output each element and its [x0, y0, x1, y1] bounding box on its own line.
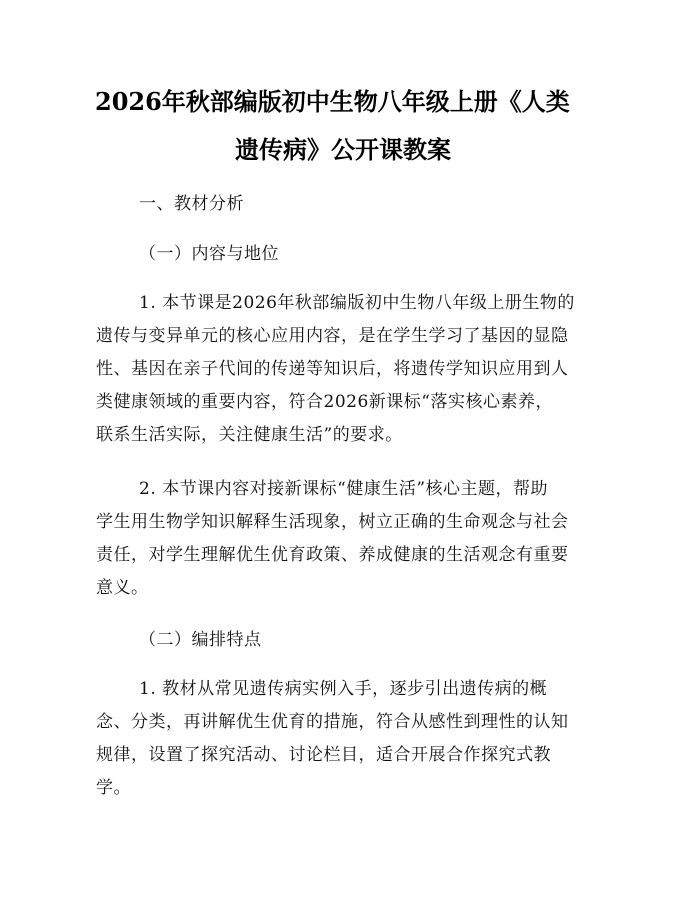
paragraph-2-line-2: 学生用生物学知识解释生活现象，树立正确的生命观念与社会: [96, 512, 569, 532]
paragraph-1-line-3: 性、基因在亲子代间的传递等知识后，将遗传学知识应用到人: [96, 359, 569, 379]
paragraph-3-line-1: 1. 教材从常见遗传病实例入手，逐步引出遗传病的概: [139, 679, 548, 699]
document-title-line-2: 遗传病》公开课教案: [235, 135, 451, 164]
section-heading-teaching-material-analysis: 一、教材分析: [139, 194, 244, 214]
paragraph-2-line-3: 责任，对学生理解优生优育政策、养成健康的生活观念有重要: [96, 545, 569, 565]
subsection-heading-content-and-position: （一）内容与地位: [139, 244, 279, 264]
paragraph-1-line-4: 类健康领域的重要内容，符合2026新课标“落实核心素养，: [96, 392, 553, 412]
paragraph-1-line-5: 联系生活实际，关注健康生活”的要求。: [96, 425, 403, 445]
paragraph-2-line-1: 2. 本节课内容对接新课标“健康生活”核心主题，帮助: [139, 479, 549, 499]
document-title-line-1: 2026年秋部编版初中生物八年级上册《人类: [95, 87, 570, 116]
paragraph-2-line-4: 意义。: [96, 578, 149, 598]
paragraph-3-line-2: 念、分类，再讲解优生优育的措施，符合从感性到理性的认知: [96, 712, 569, 732]
paragraph-1-line-1: 1. 本节课是2026年秋部编版初中生物八年级上册生物的: [139, 293, 575, 313]
paragraph-3-line-3: 规律，设置了探究活动、讨论栏目，适合开展合作探究式教: [96, 745, 551, 765]
paragraph-3-line-4: 学。: [96, 778, 131, 798]
subsection-heading-arrangement-features: （二）编排特点: [139, 630, 262, 650]
paragraph-1-line-2: 遗传与变异单元的核心应用内容，是在学生学习了基因的显隐: [96, 326, 569, 346]
